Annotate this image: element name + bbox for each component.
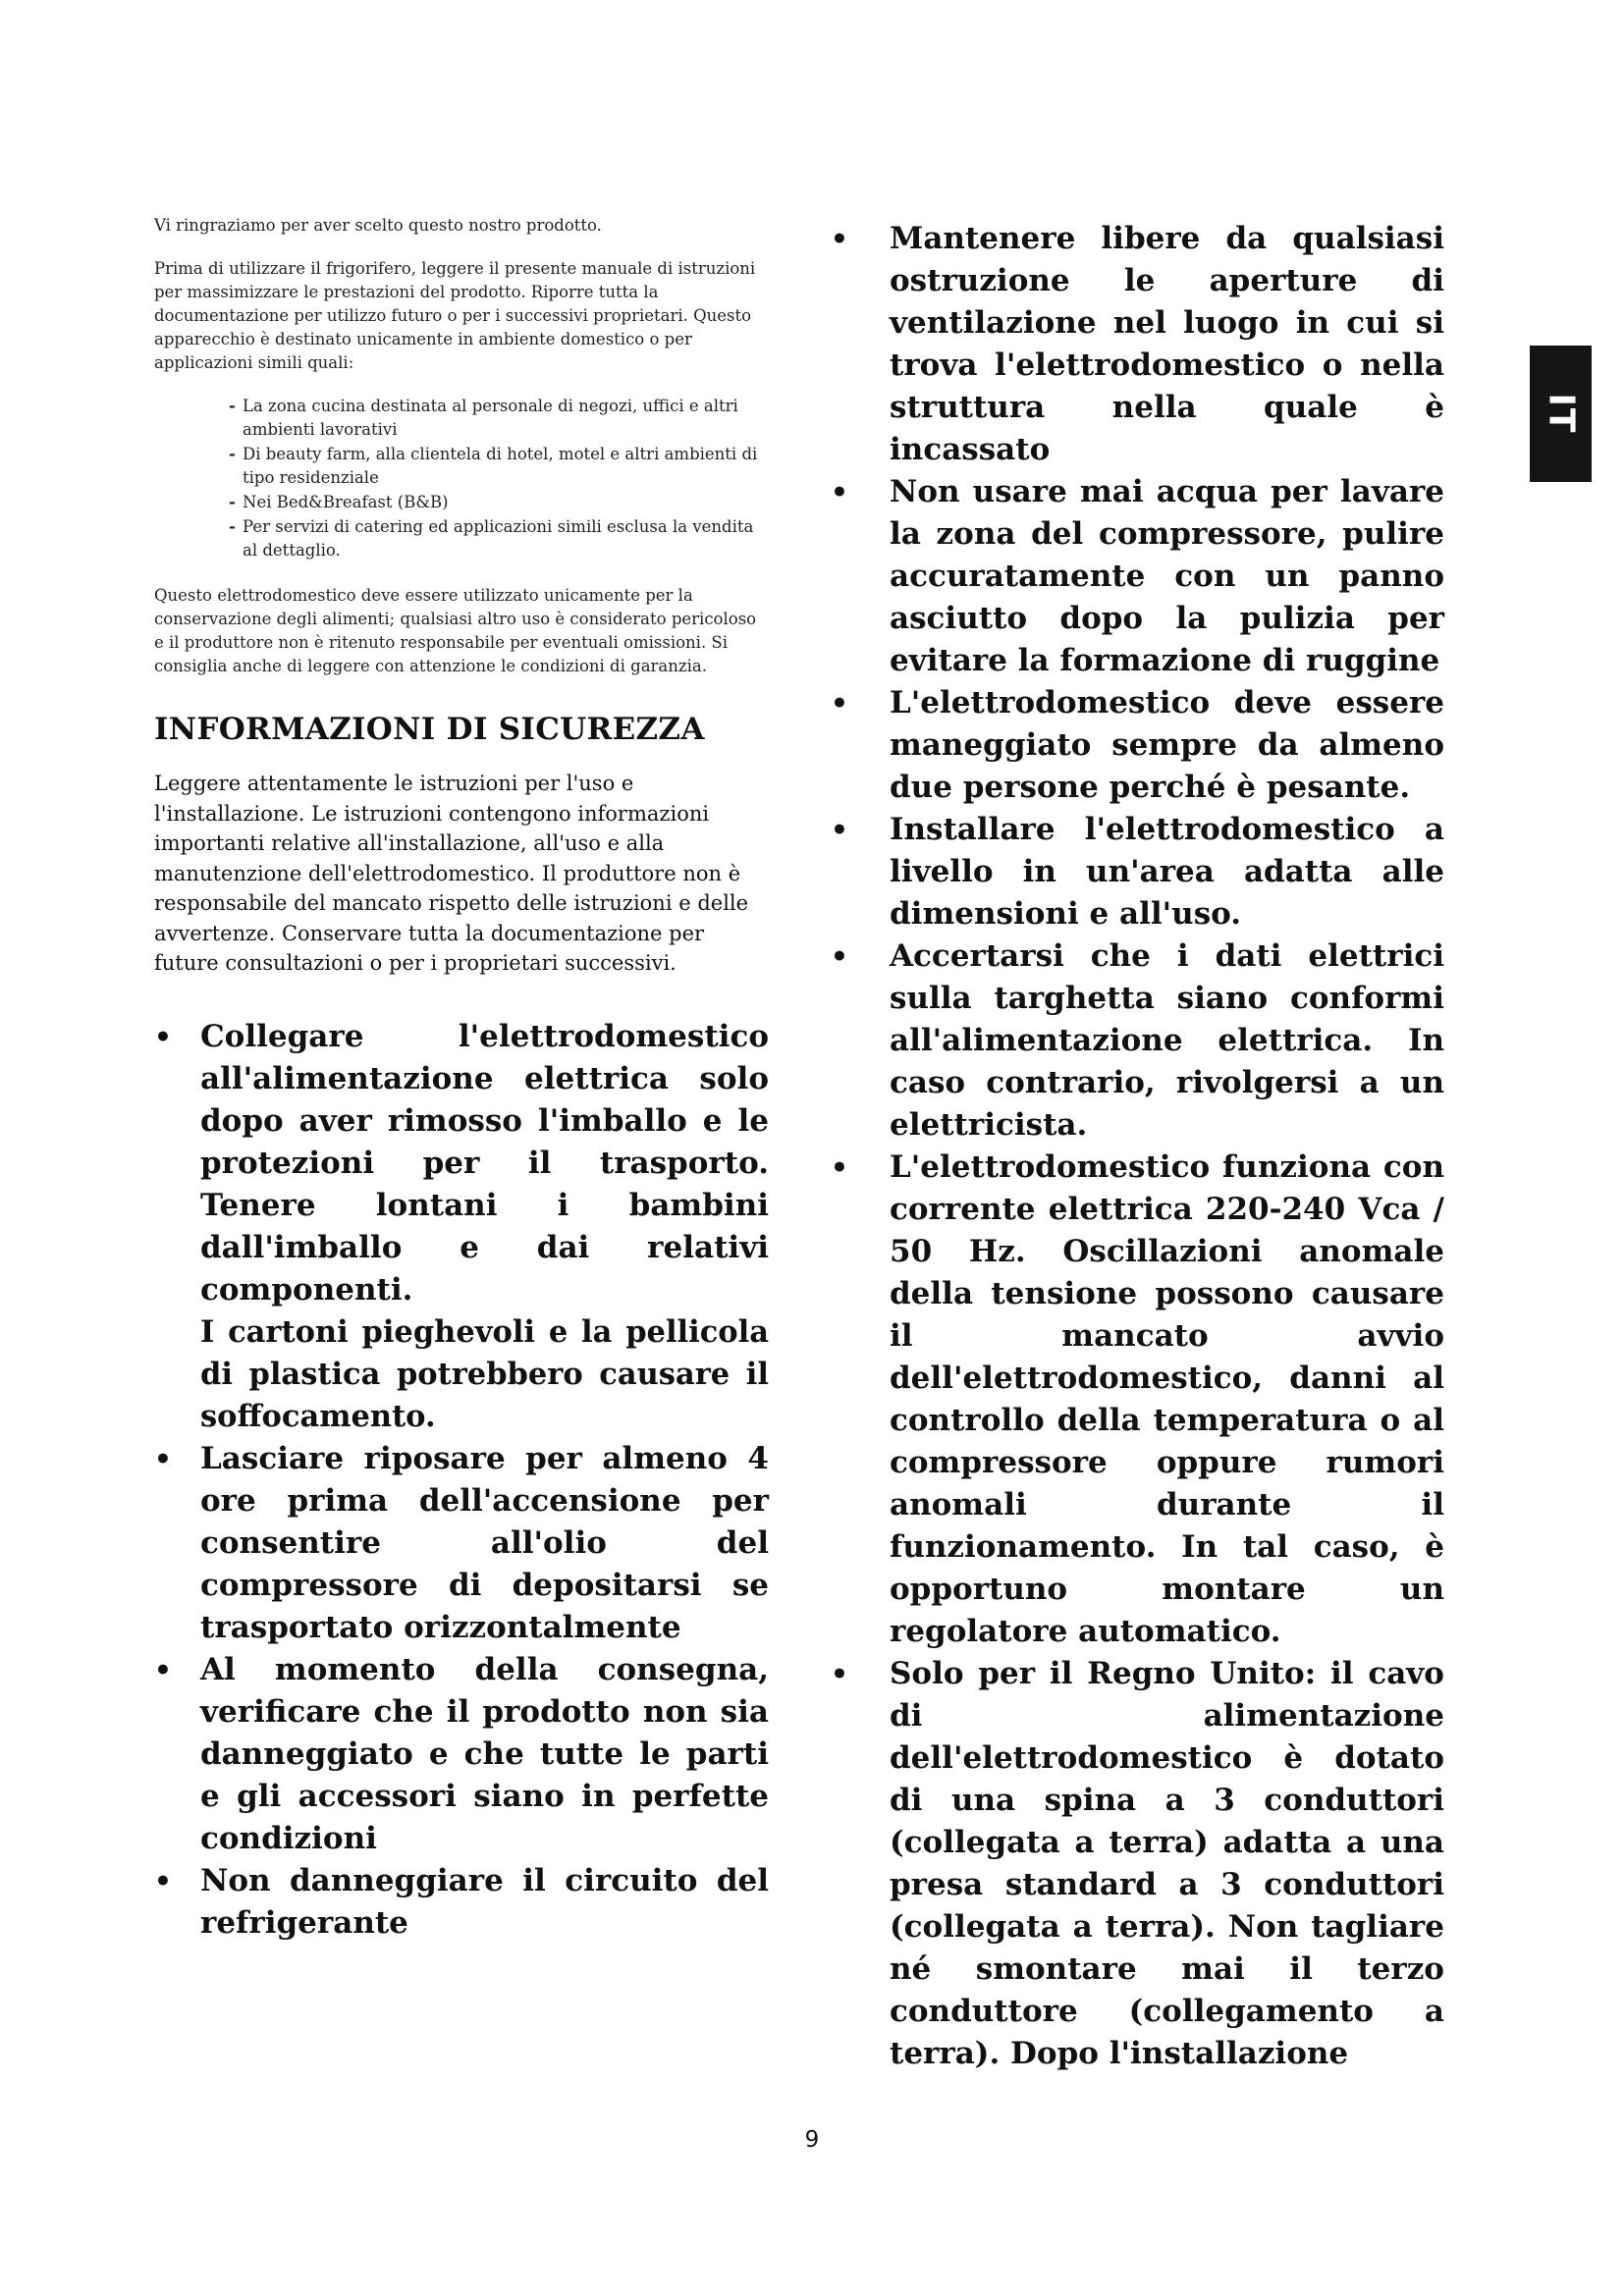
safety-list-left [154,1016,769,1945]
list-item: • Mantenere libere da qualsiasi ostruzione le aperture di ventilazione nel luogo in cui si trova l'elettrodomestico o nella struttura nella quale è incassato [831,218,1444,471]
list-item: - Di beauty farm, alla clientela di hotel, motel e altri ambienti di tipo residenziale [243,443,769,490]
list-item: - Per servizi di catering ed applicazioni simili esclusa la vendita al dettaglio. [243,515,769,562]
intro-thanks: Vi ringraziamo per aver scelto questo nostro prodotto. [154,216,602,235]
list-item: • Accertarsi che i dati elettrici sulla targhetta siano conformi all'alimentazione elettrica. In caso contrario, rivolgersi a un elettricista. [831,935,1444,1147]
bullet-text: Collegare l'elettrodomestico all'alimentazione elettrica solo dopo aver rimosso l'imballo e le protezioni per il trasporto. Tenere lontani i bambini dall'imballo e dai relativi componenti. [200,1018,769,1308]
list-item: • Non danneggiare il circuito del refrigerante [154,1860,769,1945]
bullet-extra-text: I cartoni pieghevoli e la pellicola di plastica potrebbero causare il soffocamento. [200,1313,769,1434]
list-item: • Lasciare riposare per almeno 4 ore prima dell'accensione per consentire all'olio del compressore di depositarsi se trasportato orizzontalmente [154,1438,769,1649]
list-item: • L'elettrodomestico funziona con corrente elettrica 220-240 Vca / 50 Hz. Oscillazioni anomale della tensione possono causare il mancato avvio dell'elettrodomestico, danni al controllo della temperatura o al compressore oppure rumori anomali durante il funzionamento. In tal caso, è opportuno montare un regolatore automatico. [831,1147,1444,1653]
list-item: - La zona cucina destinata al personale di negozi, uffici e altri ambienti lavorativi [243,395,769,442]
list-item: • Solo per il Regno Unito: il cavo di alimentazione dell'elettrodomestico è dotato di una spina a 3 conduttori (collegata a terra) adatta a una presa standard a 3 conduttori (collegata a terra). Non tagliare né smontare mai il terzo conduttore (collegamento a terra). Dopo l'installazione [831,1653,1444,2075]
language-tab [1530,346,1592,482]
safety-intro: Leggere attentamente le istruzioni per l'uso e l'installazione. Le istruzioni contengono informazioni importanti relative all'installazione, all'uso e alla manutenzione dell'elettrodomestico. Il produttore non è responsabile del mancato rispetto delle istruzioni e delle avvertenze. Conservare tutta la documentazione per future consultazioni o per i proprietari successivi. [154,772,749,975]
list-item: • Installare l'elettrodomestico a livello in un'area adatta alle dimensioni e all'uso. [831,809,1444,935]
list-item: • Non usare mai acqua per lavare la zona del compressore, pulire accuratamente con un panno asciutto dopo la pulizia per evitare la formazione di ruggine [831,471,1444,682]
usage-warning-paragraph: Questo elettrodomestico deve essere utilizzato unicamente per la conservazione degli alimenti; qualsiasi altro uso è considerato pericoloso e il produttore non è ritenuto responsabile per eventuali omissioni. Si consiglia anche di leggere con attenzione le condizioni di garanzia. [154,586,757,675]
list-item: • L'elettrodomestico deve essere maneggiato sempre da almeno due persone perché è pesante. [831,682,1444,809]
list-item [154,1016,769,1438]
list-item: - Nei Bed&Breafast (B&B) [243,491,769,514]
intended-uses-list [154,395,769,562]
section-heading: INFORMAZIONI DI SICUREZZA [154,712,705,747]
safety-list-right [831,218,1444,2075]
left-column [154,214,769,1945]
page-number: 9 [804,2127,820,2153]
list-item: • Al momento della consegna, verificare che il prodotto non sia danneggiato e che tutte le parti e gli accessori siano in perfette condizioni [154,1649,769,1860]
intro-paragraph: Prima di utilizzare il frigorifero, leggere il presente manuale di istruzioni per massimizzare le prestazioni del prodotto. Riporre tutta la documentazione per utilizzo futuro o per i successivi proprietari. Questo apparecchio è destinato unicamente in ambiente domestico o per applicazioni simili quali: [154,259,756,372]
right-column [831,218,1444,2075]
language-label: IT [1540,393,1581,435]
